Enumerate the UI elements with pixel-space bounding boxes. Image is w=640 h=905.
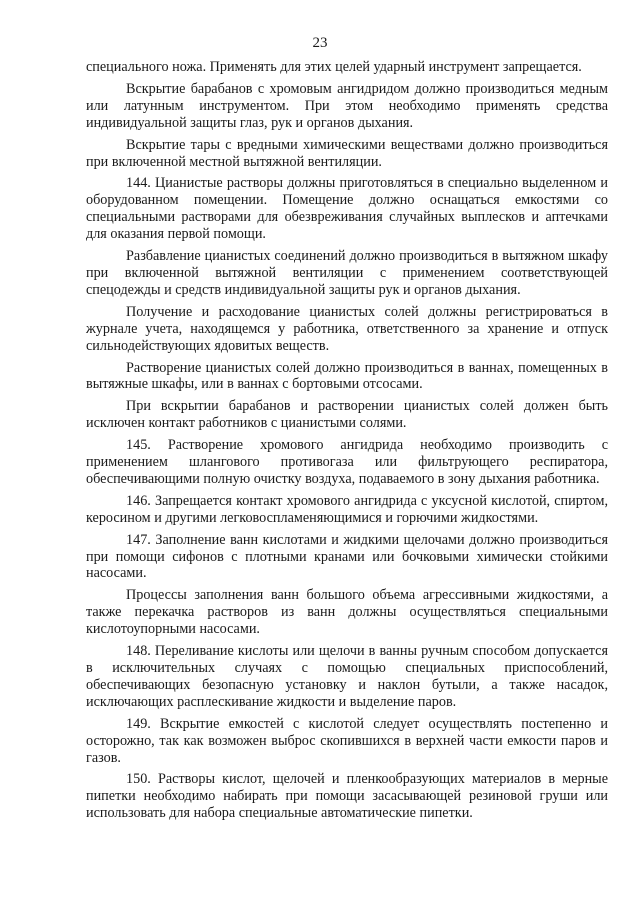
paragraph: Получение и расходование цианистых солей должны регистрироваться в журнале учета, находящемся у работника, ответственного за хранение и отпуск сильнодействующих ядовитых веществ. <box>86 303 608 354</box>
paragraph-item-146: 146. Запрещается контакт хромового ангидрида с уксусной кислотой, спиртом, керосином и другими легковоспламеняющимися и горючими жидкостями. <box>86 492 608 526</box>
paragraph-item-149: 149. Вскрытие емкостей с кислотой следует осуществлять постепенно и осторожно, так как возможен выброс скопившихся в верхней части емкости паров и газов. <box>86 715 608 766</box>
paragraph: При вскрытии барабанов и растворении цианистых солей должен быть исключен контакт работников с цианистыми солями. <box>86 398 608 432</box>
paragraph-item-148: 148. Переливание кислоты или щелочи в ванны ручным способом допускается в исключительных случаях с помощью специальных приспособлений, обеспечивающих безопасную установку и наклон бутыли, а также насадок, исключающих расплескивание жидкости и выделение паров. <box>86 643 608 710</box>
paragraph: Процессы заполнения ванн большого объема агрессивными жидкостями, а также перекачка растворов из ванн должны осуществляться специальными кислотоупорными насосами. <box>86 587 608 638</box>
paragraph: Вскрытие тары с вредными химическими веществами должно производиться при включенной местной вытяжной вентиляции. <box>86 136 608 170</box>
paragraph-item-145: 145. Растворение хромового ангидрида необходимо производить с применением шлангового противогаза или фильтрующего респиратора, обеспечивающими полную очистку воздуха, подаваемого в зону дыхания работника. <box>86 437 608 487</box>
paragraph-item-150: 150. Растворы кислот, щелочей и пленкообразующих материалов в мерные пипетки необходимо набирать при помощи засасывающей резиновой груши или использовать для набора специальные автоматические пипетки. <box>86 771 608 822</box>
paragraph-item-147: 147. Заполнение ванн кислотами и жидкими щелочами должно производиться при помощи сифонов с плотными кранами или бочковыми химически стойкими насосами. <box>86 531 608 582</box>
page-number: 23 <box>312 35 328 51</box>
paragraph: Растворение цианистых солей должно производиться в ваннах, помещенных в вытяжные шкафы, или в ваннах с бортовыми отсосами. <box>86 359 608 393</box>
document-body <box>86 59 608 827</box>
paragraph-item-144: 144. Цианистые растворы должны приготовляться в специально выделенном и оборудованном помещении. Помещение должно оснащаться емкостями со специальными растворами для обезвреживания случайных выплесков и аптечками для оказания первой помощи. <box>86 175 608 243</box>
paragraph: Вскрытие барабанов с хромовым ангидридом должно производиться медным или латунным инструментом. При этом необходимо применять средства индивидуальной защиты глаз, рук и органов дыхания. <box>86 80 608 131</box>
paragraph: Разбавление цианистых соединений должно производиться в вытяжном шкафу при включенной вытяжной вентиляции с применением соответствующей спецодежды и средств индивидуальной защиты рук и органов дыхания. <box>86 248 608 298</box>
paragraph: специального ножа. Применять для этих целей ударный инструмент запрещается. <box>86 59 582 75</box>
